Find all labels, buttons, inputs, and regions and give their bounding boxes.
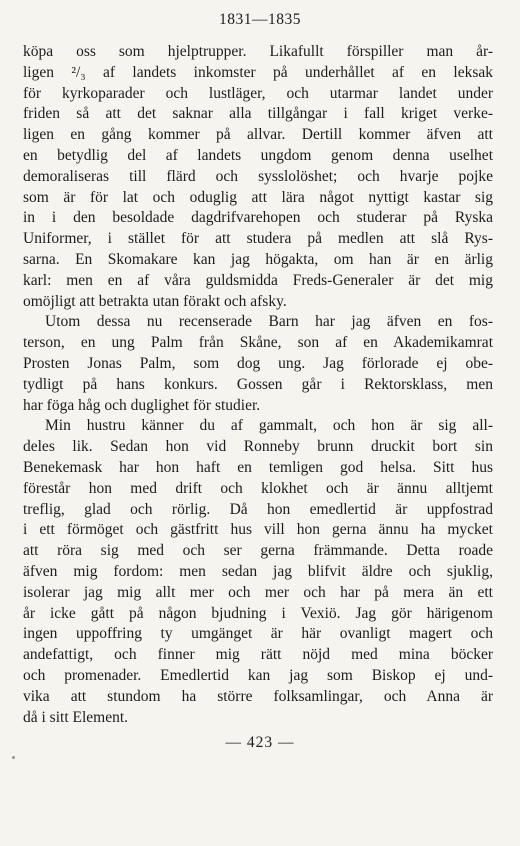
paper-speck	[12, 756, 15, 759]
text-line: förestår hon med drift och klokhet och är ännu alltjemt	[23, 479, 493, 497]
text-line: isolerar jag mig allt mer och mer och har på mera än ett	[23, 583, 493, 601]
text-line: Utom dessa nu recenserade Barn har jag äfven en fos-	[45, 313, 493, 331]
text-line: år icke gått på någon bjudning i Vexiö. Jag gör härigenom	[23, 604, 493, 622]
text-line: i ett förmöget och gästfritt hus vill hon gerna ännu ha mycket	[23, 521, 493, 539]
text-line: ligen ²/₃ af landets inkomster på underhållet af en leksak	[23, 63, 493, 81]
text-line: och promenader. Emedlertid kan jag som Biskop ej und-	[23, 666, 493, 684]
text-line: Benekemask har hon haft en temligen god helsa. Sitt hus	[23, 458, 493, 476]
text-line: vika att stundom ha större folksamlingar, och Anna är	[23, 687, 493, 705]
text-line: friden så att det saknar alla tillgångar i fall kriget verke-	[23, 105, 493, 123]
text-line: deles lik. Sedan hon vid Ronneby brunn druckit bort sin	[23, 438, 493, 456]
text-line: ligen en gång kommer på allvar. Dertill kommer äfven att	[23, 126, 493, 144]
text-line: en betydlig del af landets ungdom genom denna uselhet	[23, 146, 493, 164]
text-line: ingen uppoffring ty umgänget är här ovanligt magert och	[23, 625, 493, 643]
text-line: karl: men en af våra guldsmidda Freds-Generaler är det mig	[23, 271, 493, 289]
page-number: — 423 —	[225, 734, 295, 751]
text-line: att röra sig med och ser gerna främmande. Detta roade	[23, 542, 493, 560]
text-line: tydligt på hans konkurs. Gossen går i Rektorsklass, men	[23, 375, 493, 393]
running-header: 1831—1835	[219, 11, 301, 28]
text-line: in i den besoldade dagdrifvarehopen och studerar på Ryska	[23, 209, 493, 227]
text-line: för kyrkoparader och lustläger, och utarmar landet under	[23, 84, 493, 102]
body-text	[23, 42, 493, 728]
text-line: demoraliseras till flärd och sysslolöshet; och hvarje pojke	[23, 167, 493, 185]
text-line: terson, en ung Palm från Skåne, son af en Akademikamrat	[23, 334, 493, 352]
text-line: omöjligt att betrakta utan förakt och afsky.	[23, 292, 287, 310]
text-line: äfven mig fordom: men sedan jag blifvit äldre och sjuklig,	[23, 562, 493, 580]
text-line: köpa oss som hjelptrupper. Likafullt förspiller man år-	[23, 43, 493, 60]
text-line: andefattigt, och finner mig rätt nöjd med mina böcker	[23, 646, 493, 664]
text-line: sarna. En Skomakare kan jag högakta, om han är en ärlig	[23, 250, 493, 268]
text-line: då i sitt Element.	[23, 708, 129, 726]
text-line: som är för lat och oduglig att lära något nyttigt kastar sig	[23, 188, 493, 206]
text-line: Min hustru känner du af gammalt, och hon är sig all-	[45, 417, 493, 435]
text-line: Prosten Jonas Palm, som dog ung. Jag förlorade ej obe-	[23, 354, 493, 372]
text-line: har föga håg och duglighet för studier.	[23, 396, 261, 414]
text-line: treflig, glad och rörlig. Då hon emedlertid är uppfostrad	[23, 500, 493, 518]
text-line: Uniformer, i stället för att studera på medlen att slå Rys-	[23, 230, 493, 248]
